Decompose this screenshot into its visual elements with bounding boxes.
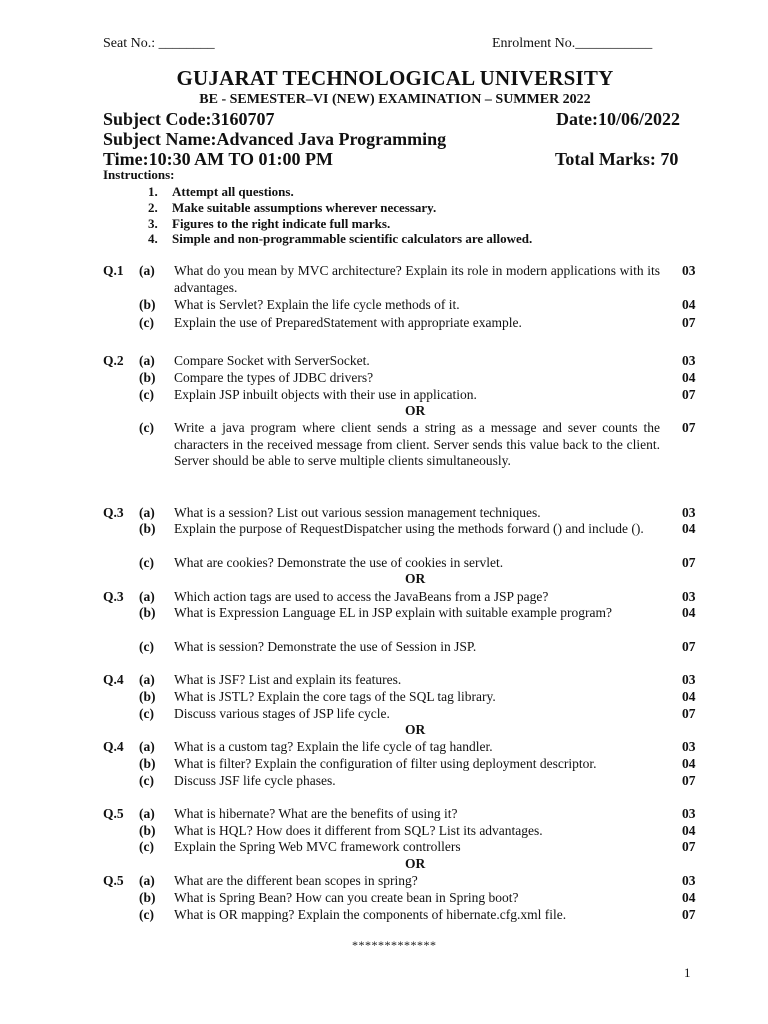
marks: 04: [682, 689, 696, 704]
seat-number-field: Seat No.: ________: [103, 36, 215, 51]
part-label: (b): [139, 521, 156, 536]
instruction-item: [148, 231, 648, 247]
question-text: What is Expression Language EL in JSP explain with suitable example program?: [174, 605, 613, 620]
subject-name: Subject Name:Advanced Java Programming: [103, 129, 447, 149]
part-label: (c): [139, 773, 154, 788]
part-label: (c): [139, 315, 154, 330]
part-label: (a): [139, 739, 155, 754]
question-text: What are the different bean scopes in spring?: [174, 873, 418, 888]
part-label: (b): [139, 890, 156, 905]
part-label: (a): [139, 873, 155, 888]
page-number: 1: [684, 965, 691, 980]
marks: 07: [682, 555, 696, 570]
marks: 07: [682, 773, 696, 788]
marks: 04: [682, 521, 696, 536]
question-text: Explain the Spring Web MVC framework controllers: [174, 839, 461, 854]
part-label: (a): [139, 263, 155, 278]
question-number: Q.4: [103, 672, 124, 687]
marks: 07: [682, 639, 696, 654]
part-label: (a): [139, 589, 155, 604]
part-label: (c): [139, 839, 154, 854]
marks: 04: [682, 823, 696, 838]
marks: 07: [682, 420, 696, 435]
instruction-item: [148, 200, 648, 216]
question-number: Q.5: [103, 873, 124, 888]
question-text: Explain JSP inbuilt objects with their use in application.: [174, 387, 477, 402]
marks: 04: [682, 890, 696, 905]
part-label: (c): [139, 420, 154, 435]
question-text: Which action tags are used to access the JavaBeans from a JSP page?: [174, 589, 549, 604]
question-text: Compare the types of JDBC drivers?: [174, 370, 374, 385]
marks: 03: [682, 589, 696, 604]
part-label: (b): [139, 605, 156, 620]
question-text: What is JSTL? Explain the core tags of the SQL tag library.: [174, 689, 496, 704]
exam-title: BE - SEMESTER–VI (NEW) EXAMINATION – SUMMER 2022: [199, 92, 591, 107]
or-divider: OR: [405, 856, 426, 871]
part-label: (a): [139, 806, 155, 821]
question-number: Q.2: [103, 353, 124, 368]
part-label: (a): [139, 505, 155, 520]
instruction-number: 3.: [148, 216, 158, 231]
marks: 03: [682, 739, 696, 754]
question-text: Discuss various stages of JSP life cycle.: [174, 706, 390, 721]
instruction-item: [148, 184, 648, 200]
question-text: What is OR mapping? Explain the components of hibernate.cfg.xml file.: [174, 907, 567, 922]
exam-date: Date:10/06/2022: [556, 109, 680, 129]
end-of-paper-stars: *************: [352, 938, 437, 952]
question-text: Explain the purpose of RequestDispatcher using the methods forward () and include ().: [174, 521, 644, 536]
part-label: (c): [139, 555, 154, 570]
enrolment-number-field: Enrolment No.___________: [492, 36, 653, 51]
instruction-number: 1.: [148, 184, 158, 199]
question-number: Q.5: [103, 806, 124, 821]
instruction-text: Figures to the right indicate full marks.: [172, 216, 391, 231]
part-label: (b): [139, 297, 156, 312]
or-divider: OR: [405, 403, 426, 418]
question-text: What do you mean by MVC architecture? Explain its role in modern applications with its advantages.: [174, 263, 660, 295]
instruction-number: 4.: [148, 231, 158, 246]
instruction-text: Attempt all questions.: [172, 184, 294, 199]
marks: 04: [682, 297, 696, 312]
exam-time: Time:10:30 AM TO 01:00 PM: [103, 149, 333, 169]
marks: 07: [682, 706, 696, 721]
instruction-number: 2.: [148, 200, 158, 215]
marks: 03: [682, 873, 696, 888]
marks: 04: [682, 370, 696, 385]
question-number: Q.1: [103, 263, 124, 278]
marks: 07: [682, 907, 696, 922]
part-label: (b): [139, 756, 156, 771]
question-text: What is Servlet? Explain the life cycle methods of it.: [174, 297, 460, 312]
instruction-text: Make suitable assumptions wherever necessary.: [172, 200, 437, 215]
part-label: (b): [139, 823, 156, 838]
marks: 03: [682, 263, 696, 278]
question-text: What is a session? List out various session management techniques.: [174, 505, 541, 520]
total-marks: Total Marks: 70: [555, 149, 679, 169]
question-text: What is Spring Bean? How can you create bean in Spring boot?: [174, 890, 519, 905]
marks: 07: [682, 839, 696, 854]
subject-code: Subject Code:3160707: [103, 109, 275, 129]
part-label: (a): [139, 353, 155, 368]
marks: 03: [682, 672, 696, 687]
instructions-title: Instructions:: [103, 167, 175, 182]
part-label: (a): [139, 672, 155, 687]
question-text: What is a custom tag? Explain the life cycle of tag handler.: [174, 739, 493, 754]
marks: 03: [682, 806, 696, 821]
question-text: What is JSF? List and explain its features.: [174, 672, 402, 687]
marks: 04: [682, 605, 696, 620]
part-label: (c): [139, 639, 154, 654]
question-number: Q.3: [103, 505, 124, 520]
question-text: Write a java program where client sends a string as a message and sever counts the characters in the received message from client. Server sends this value back to the client. Server should be able to serve multiple clients simultaneously.: [174, 420, 660, 468]
instruction-text: Simple and non-programmable scientific calculators are allowed.: [172, 231, 533, 246]
instruction-item: [148, 216, 648, 232]
question-text: What are cookies? Demonstrate the use of cookies in servlet.: [174, 555, 504, 570]
part-label: (c): [139, 907, 154, 922]
question-text: What is hibernate? What are the benefits of using it?: [174, 806, 458, 821]
question-number: Q.3: [103, 589, 124, 604]
or-divider: OR: [405, 722, 426, 737]
part-label: (b): [139, 689, 156, 704]
part-label: (c): [139, 387, 154, 402]
marks: 07: [682, 387, 696, 402]
question-text: Compare Socket with ServerSocket.: [174, 353, 370, 368]
question-text: What is filter? Explain the configuration of filter using deployment descriptor.: [174, 756, 597, 771]
part-label: (b): [139, 370, 156, 385]
marks: 03: [682, 505, 696, 520]
marks: 03: [682, 353, 696, 368]
part-label: (c): [139, 706, 154, 721]
university-name: GUJARAT TECHNOLOGICAL UNIVERSITY: [176, 66, 614, 90]
question-number: Q.4: [103, 739, 124, 754]
question-text: Discuss JSF life cycle phases.: [174, 773, 336, 788]
or-divider: OR: [405, 571, 426, 586]
question-text: What is HQL? How does it different from SQL? List its advantages.: [174, 823, 543, 838]
marks: 04: [682, 756, 696, 771]
question-text: Explain the use of PreparedStatement with appropriate example.: [174, 315, 522, 330]
question-text: What is session? Demonstrate the use of Session in JSP.: [174, 639, 477, 654]
marks: 07: [682, 315, 696, 330]
